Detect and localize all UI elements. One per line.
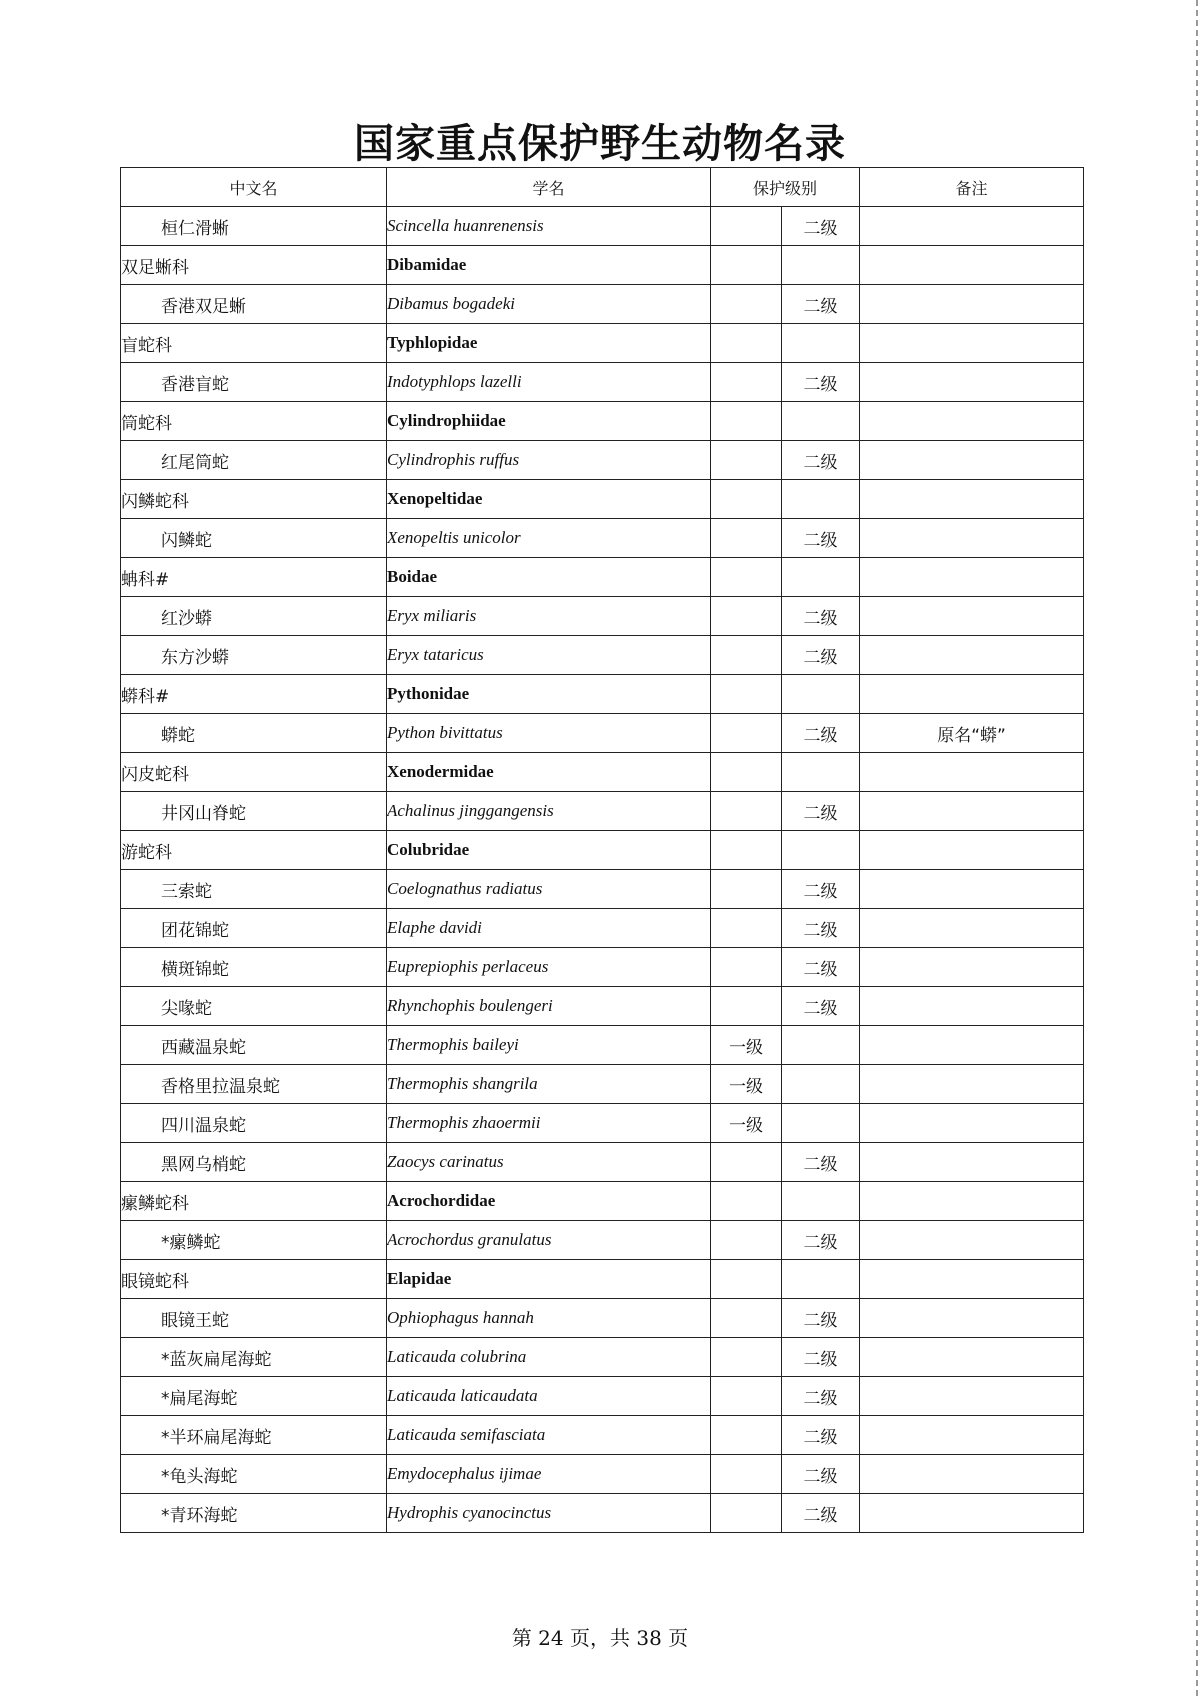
cell-chinese-name: 三索蛇 (121, 870, 387, 909)
cell-level-2 (782, 246, 860, 285)
cell-level-1 (711, 909, 782, 948)
cell-level-1 (711, 1221, 782, 1260)
cell-level-2 (782, 1065, 860, 1104)
table-body (121, 207, 1084, 1533)
table-row (121, 1416, 1084, 1455)
cell-level-2: 二级 (782, 1494, 860, 1533)
cell-chinese-name: 西藏温泉蛇 (121, 1026, 387, 1065)
cell-scientific-name: Pythonidae (387, 675, 711, 714)
cell-level-2 (782, 675, 860, 714)
cell-chinese-name: 东方沙蟒 (121, 636, 387, 675)
cell-scientific-name: Acrochordus granulatus (387, 1221, 711, 1260)
cell-scientific-name: Eryx tataricus (387, 636, 711, 675)
cell-scientific-name: Laticauda colubrina (387, 1338, 711, 1377)
cell-chinese-name: 香港盲蛇 (121, 363, 387, 402)
cell-scientific-name: Cylindrophiidae (387, 402, 711, 441)
cell-scientific-name: Rhynchophis boulengeri (387, 987, 711, 1026)
cell-chinese-name: 香港双足蜥 (121, 285, 387, 324)
cell-level-2 (782, 558, 860, 597)
cell-level-2: 二级 (782, 519, 860, 558)
cell-level-1 (711, 1377, 782, 1416)
cell-level-1 (711, 480, 782, 519)
cell-note (860, 285, 1084, 324)
cell-note (860, 1143, 1084, 1182)
scan-edge (1196, 0, 1198, 1697)
table-row (121, 1026, 1084, 1065)
cell-note (860, 558, 1084, 597)
table-row (121, 1494, 1084, 1533)
cell-level-2: 二级 (782, 987, 860, 1026)
cell-note (860, 1182, 1084, 1221)
cell-level-2: 二级 (782, 363, 860, 402)
cell-chinese-name: 黑网乌梢蛇 (121, 1143, 387, 1182)
cell-level-1 (711, 714, 782, 753)
cell-level-1: 一级 (711, 1104, 782, 1143)
cell-level-2: 二级 (782, 714, 860, 753)
cell-chinese-name: 盲蛇科 (121, 324, 387, 363)
table-row (121, 558, 1084, 597)
cell-note (860, 1455, 1084, 1494)
cell-level-2: 二级 (782, 1455, 860, 1494)
cell-note (860, 1494, 1084, 1533)
table-row (121, 831, 1084, 870)
cell-note (860, 1260, 1084, 1299)
cell-note (860, 441, 1084, 480)
header-note: 备注 (860, 168, 1084, 207)
cell-chinese-name: 桓仁滑蜥 (121, 207, 387, 246)
cell-scientific-name: Typhlopidae (387, 324, 711, 363)
cell-level-1 (711, 675, 782, 714)
cell-level-1 (711, 1455, 782, 1494)
cell-level-2 (782, 1026, 860, 1065)
cell-chinese-name: *半环扁尾海蛇 (121, 1416, 387, 1455)
table-row (121, 363, 1084, 402)
cell-level-2 (782, 1182, 860, 1221)
cell-level-1 (711, 636, 782, 675)
cell-note (860, 1299, 1084, 1338)
cell-scientific-name: Scincella huanrenensis (387, 207, 711, 246)
cell-note (860, 363, 1084, 402)
cell-chinese-name: *蓝灰扁尾海蛇 (121, 1338, 387, 1377)
cell-level-2 (782, 1104, 860, 1143)
table-row (121, 1299, 1084, 1338)
table-row (121, 402, 1084, 441)
cell-scientific-name: Achalinus jinggangensis (387, 792, 711, 831)
cell-note (860, 1104, 1084, 1143)
cell-scientific-name: Python bivittatus (387, 714, 711, 753)
cell-chinese-name: 闪鳞蛇科 (121, 480, 387, 519)
table-row (121, 207, 1084, 246)
table-row (121, 1104, 1084, 1143)
cell-note (860, 246, 1084, 285)
table-row (121, 948, 1084, 987)
table-row (121, 441, 1084, 480)
cell-note (860, 1377, 1084, 1416)
cell-scientific-name: Thermophis zhaoermii (387, 1104, 711, 1143)
cell-level-1 (711, 402, 782, 441)
cell-level-2 (782, 480, 860, 519)
cell-level-1 (711, 1416, 782, 1455)
cell-note (860, 402, 1084, 441)
cell-chinese-name: *青环海蛇 (121, 1494, 387, 1533)
cell-level-1 (711, 1299, 782, 1338)
cell-level-1 (711, 597, 782, 636)
cell-scientific-name: Cylindrophis ruffus (387, 441, 711, 480)
table-row (121, 753, 1084, 792)
cell-chinese-name: 尖喙蛇 (121, 987, 387, 1026)
cell-scientific-name: Acrochordidae (387, 1182, 711, 1221)
cell-chinese-name: 团花锦蛇 (121, 909, 387, 948)
cell-scientific-name: Laticauda semifasciata (387, 1416, 711, 1455)
cell-chinese-name: 蚺科# (121, 558, 387, 597)
cell-level-2: 二级 (782, 870, 860, 909)
cell-level-1 (711, 870, 782, 909)
cell-chinese-name: 蟒科# (121, 675, 387, 714)
cell-level-2: 二级 (782, 792, 860, 831)
cell-level-1: 一级 (711, 1026, 782, 1065)
cell-chinese-name: 闪鳞蛇 (121, 519, 387, 558)
cell-chinese-name: 筒蛇科 (121, 402, 387, 441)
table-row (121, 480, 1084, 519)
cell-scientific-name: Elapidae (387, 1260, 711, 1299)
cell-note (860, 1026, 1084, 1065)
cell-note (860, 753, 1084, 792)
cell-note (860, 597, 1084, 636)
cell-scientific-name: Elaphe davidi (387, 909, 711, 948)
cell-level-2: 二级 (782, 948, 860, 987)
cell-level-2: 二级 (782, 1338, 860, 1377)
cell-note (860, 831, 1084, 870)
table-row (121, 1260, 1084, 1299)
cell-chinese-name: 四川温泉蛇 (121, 1104, 387, 1143)
cell-scientific-name: Xenopeltidae (387, 480, 711, 519)
cell-level-1 (711, 948, 782, 987)
protected-species-table (120, 167, 1084, 1533)
header-chinese-name: 中文名 (121, 168, 387, 207)
cell-note: 原名“蟒” (860, 714, 1084, 753)
cell-level-1 (711, 987, 782, 1026)
cell-chinese-name: 闪皮蛇科 (121, 753, 387, 792)
cell-note (860, 636, 1084, 675)
cell-level-1 (711, 441, 782, 480)
table-row (121, 909, 1084, 948)
cell-chinese-name: 横斑锦蛇 (121, 948, 387, 987)
cell-scientific-name: Dibamidae (387, 246, 711, 285)
cell-scientific-name: Thermophis baileyi (387, 1026, 711, 1065)
cell-scientific-name: Eryx miliaris (387, 597, 711, 636)
cell-level-2: 二级 (782, 441, 860, 480)
cell-chinese-name: 香格里拉温泉蛇 (121, 1065, 387, 1104)
cell-level-1 (711, 831, 782, 870)
table-row (121, 519, 1084, 558)
cell-chinese-name: 蟒蛇 (121, 714, 387, 753)
header-scientific-name: 学名 (387, 168, 711, 207)
cell-level-2: 二级 (782, 285, 860, 324)
table-row (121, 1065, 1084, 1104)
cell-note (860, 1416, 1084, 1455)
cell-scientific-name: Colubridae (387, 831, 711, 870)
cell-chinese-name: 红沙蟒 (121, 597, 387, 636)
cell-level-1 (711, 558, 782, 597)
cell-level-2: 二级 (782, 1416, 860, 1455)
cell-level-2 (782, 324, 860, 363)
cell-scientific-name: Euprepiophis perlaceus (387, 948, 711, 987)
cell-scientific-name: Laticauda laticaudata (387, 1377, 711, 1416)
cell-chinese-name: 双足蜥科 (121, 246, 387, 285)
table-row (121, 870, 1084, 909)
cell-scientific-name: Xenopeltis unicolor (387, 519, 711, 558)
cell-level-1: 一级 (711, 1065, 782, 1104)
cell-scientific-name: Zaocys carinatus (387, 1143, 711, 1182)
cell-chinese-name: 眼镜蛇科 (121, 1260, 387, 1299)
table-row (121, 1182, 1084, 1221)
cell-level-2: 二级 (782, 597, 860, 636)
cell-note (860, 519, 1084, 558)
cell-level-2 (782, 1260, 860, 1299)
cell-level-2: 二级 (782, 1221, 860, 1260)
cell-scientific-name: Indotyphlops lazelli (387, 363, 711, 402)
cell-note (860, 870, 1084, 909)
cell-note (860, 1065, 1084, 1104)
cell-level-1 (711, 285, 782, 324)
table-row (121, 792, 1084, 831)
table-row (121, 987, 1084, 1026)
table-row (121, 1221, 1084, 1260)
cell-note (860, 675, 1084, 714)
cell-note (860, 792, 1084, 831)
cell-level-2: 二级 (782, 1377, 860, 1416)
cell-level-1 (711, 246, 782, 285)
cell-level-1 (711, 753, 782, 792)
cell-level-2: 二级 (782, 636, 860, 675)
cell-scientific-name: Emydocephalus ijimae (387, 1455, 711, 1494)
cell-scientific-name: Coelognathus radiatus (387, 870, 711, 909)
table-row (121, 1338, 1084, 1377)
cell-chinese-name: 瘰鳞蛇科 (121, 1182, 387, 1221)
cell-level-1 (711, 1260, 782, 1299)
cell-note (860, 480, 1084, 519)
cell-level-1 (711, 1338, 782, 1377)
cell-note (860, 207, 1084, 246)
cell-note (860, 324, 1084, 363)
table-row (121, 714, 1084, 753)
cell-chinese-name: *扁尾海蛇 (121, 1377, 387, 1416)
cell-note (860, 987, 1084, 1026)
cell-level-1 (711, 519, 782, 558)
cell-level-1 (711, 1494, 782, 1533)
cell-level-2 (782, 753, 860, 792)
cell-level-1 (711, 792, 782, 831)
cell-level-2: 二级 (782, 207, 860, 246)
page-title: 国家重点保护野生动物名录 (354, 120, 846, 167)
table-row (121, 246, 1084, 285)
cell-note (860, 948, 1084, 987)
cell-chinese-name: 井冈山脊蛇 (121, 792, 387, 831)
cell-level-1 (711, 1182, 782, 1221)
header-protection-level: 保护级别 (711, 168, 860, 207)
cell-note (860, 909, 1084, 948)
table-row (121, 285, 1084, 324)
cell-level-2: 二级 (782, 909, 860, 948)
cell-scientific-name: Ophiophagus hannah (387, 1299, 711, 1338)
table-header-row (121, 168, 1084, 207)
cell-level-2 (782, 402, 860, 441)
cell-chinese-name: *瘰鳞蛇 (121, 1221, 387, 1260)
cell-level-2: 二级 (782, 1143, 860, 1182)
cell-chinese-name: 游蛇科 (121, 831, 387, 870)
cell-note (860, 1338, 1084, 1377)
cell-chinese-name: *龟头海蛇 (121, 1455, 387, 1494)
cell-chinese-name: 眼镜王蛇 (121, 1299, 387, 1338)
cell-chinese-name: 红尾筒蛇 (121, 441, 387, 480)
cell-note (860, 1221, 1084, 1260)
cell-level-1 (711, 1143, 782, 1182)
table-row (121, 675, 1084, 714)
cell-level-2 (782, 831, 860, 870)
cell-scientific-name: Xenodermidae (387, 753, 711, 792)
cell-scientific-name: Thermophis shangrila (387, 1065, 711, 1104)
cell-level-2: 二级 (782, 1299, 860, 1338)
table-row (121, 1143, 1084, 1182)
table-row (121, 1455, 1084, 1494)
table-row (121, 1377, 1084, 1416)
cell-scientific-name: Dibamus bogadeki (387, 285, 711, 324)
cell-scientific-name: Hydrophis cyanocinctus (387, 1494, 711, 1533)
table-row (121, 636, 1084, 675)
cell-scientific-name: Boidae (387, 558, 711, 597)
cell-level-1 (711, 363, 782, 402)
page-footer: 第 24 页，共 38 页 (511, 1626, 689, 1650)
table-row (121, 324, 1084, 363)
cell-level-1 (711, 207, 782, 246)
table-row (121, 597, 1084, 636)
cell-level-1 (711, 324, 782, 363)
